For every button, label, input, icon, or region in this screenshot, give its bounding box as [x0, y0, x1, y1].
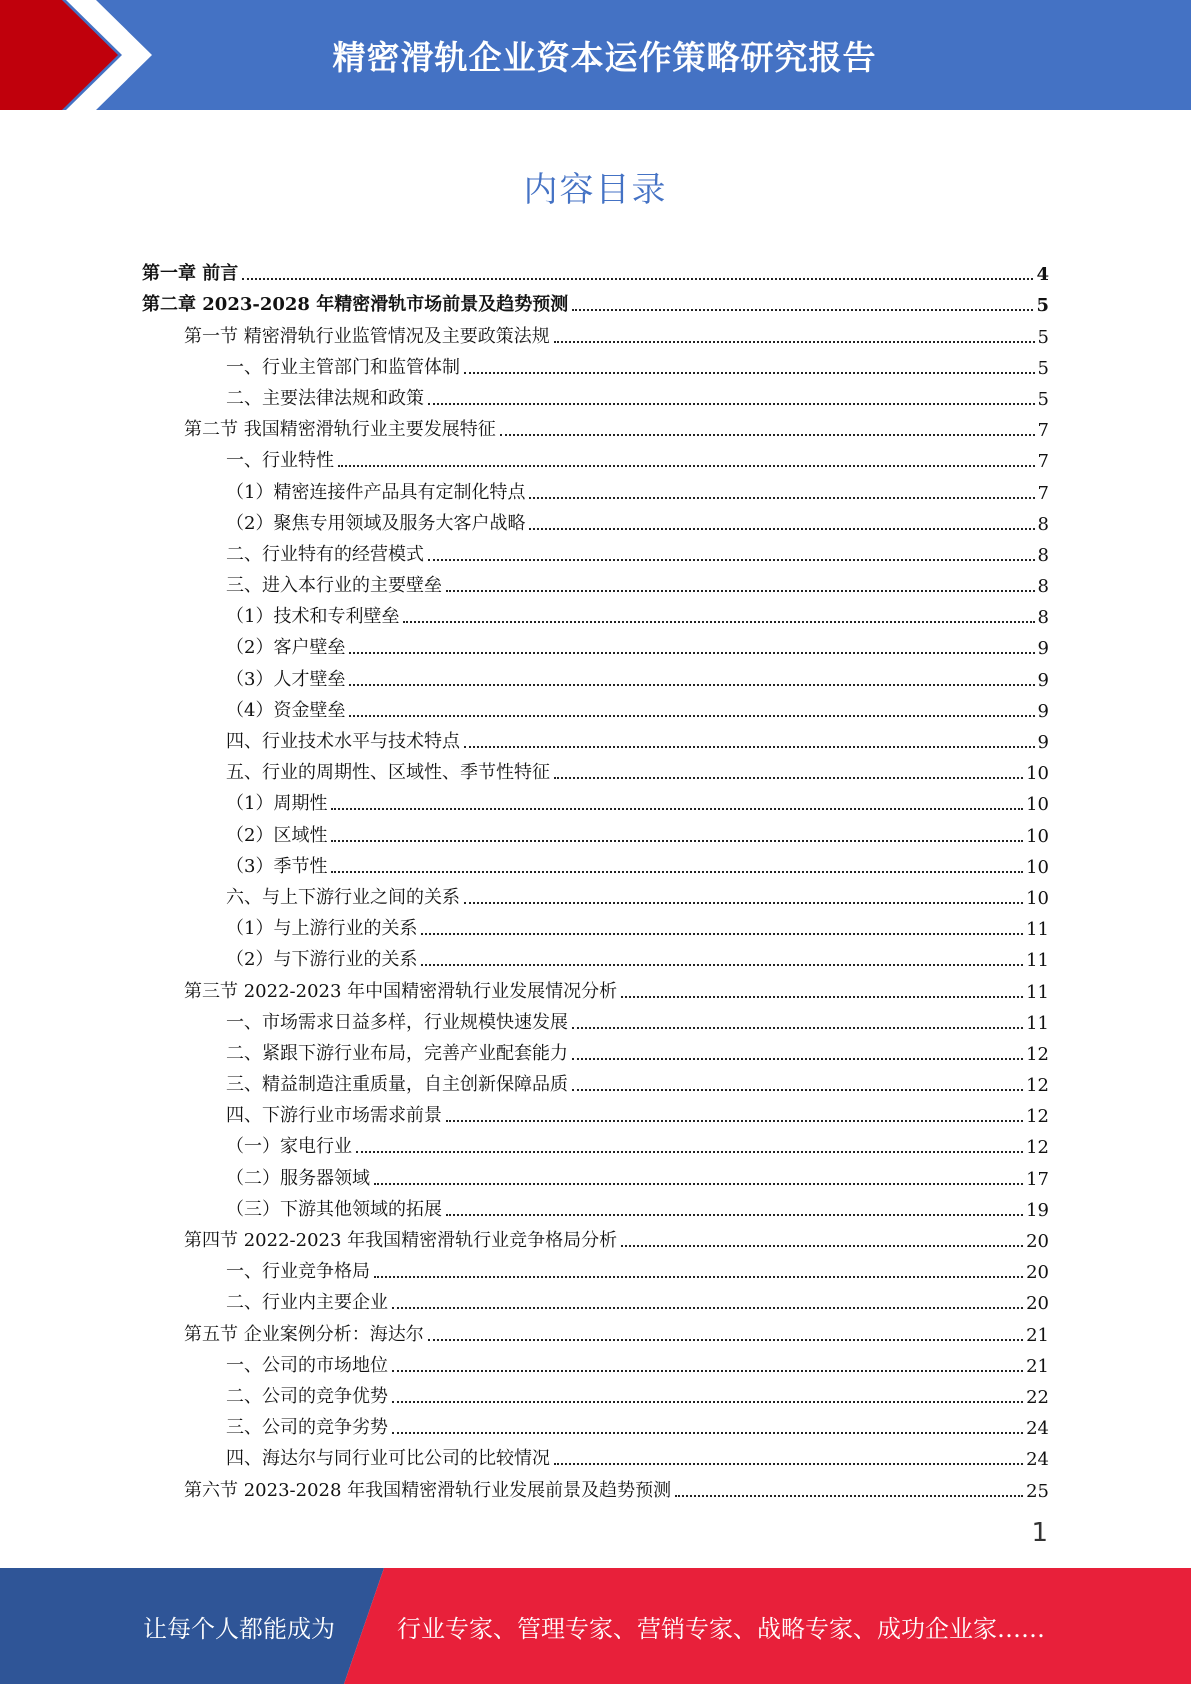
toc-entry[interactable] [142, 597, 1049, 628]
toc-entry-page: 9 [1037, 732, 1049, 753]
toc-entry-page: 5 [1036, 295, 1049, 317]
toc-dot-leader [331, 808, 1023, 810]
toc-entry-page: 5 [1037, 388, 1049, 410]
toc-dot-leader [331, 840, 1023, 842]
toc-dot-leader [356, 1151, 1023, 1153]
toc-entry-title: 第三节 2022-2023 年中国精密滑轨行业发展情况分析 [184, 980, 618, 1002]
toc-entry-title: 四、下游行业市场需求前景 [226, 1105, 442, 1127]
toc-entry-page: 9 [1037, 700, 1049, 722]
toc-dot-leader [446, 1120, 1023, 1122]
toc-entry-title: （2）聚焦专用领域及服务大客户战略 [226, 512, 526, 534]
toc-entry-page: 7 [1037, 482, 1049, 504]
toc-entry-title: （4）资金壁垒 [226, 699, 346, 721]
toc-dot-leader [392, 1432, 1023, 1434]
toc-dot-leader [621, 1245, 1023, 1247]
toc-dot-leader [621, 996, 1023, 998]
toc-dot-leader [446, 1214, 1023, 1216]
toc-entry-page: 11 [1026, 950, 1049, 972]
toc-entry-page: 19 [1026, 1199, 1049, 1221]
toc-entry[interactable] [142, 1408, 1049, 1439]
toc-entry[interactable] [142, 1377, 1049, 1408]
toc-entry[interactable] [142, 722, 1049, 753]
toc-dot-leader [421, 933, 1023, 935]
toc-dot-leader [421, 964, 1023, 966]
toc-dot-leader [529, 497, 1034, 499]
toc-entry-title: （1）与上游行业的关系 [226, 918, 418, 940]
toc-entry-page: 5 [1037, 326, 1049, 348]
toc-entry[interactable] [142, 1096, 1049, 1127]
toc-dot-leader [338, 465, 1035, 467]
toc-entry-page: 10 [1026, 794, 1049, 816]
toc-entry[interactable] [142, 691, 1049, 722]
toc-entry-page: 7 [1037, 451, 1049, 473]
toc-dot-leader [464, 746, 1035, 748]
toc-entry-page: 10 [1026, 856, 1049, 878]
toc-entry-title: （一）家电行业 [226, 1136, 352, 1158]
toc-entry-title: （1）周期性 [226, 793, 328, 815]
toc-entry[interactable] [142, 535, 1049, 566]
toc-entry-page: 24 [1026, 1418, 1049, 1440]
toc-entry[interactable] [142, 1439, 1049, 1470]
toc-entry-title: 三、进入本行业的主要壁垒 [226, 575, 442, 597]
toc-entry-title: 二、主要法律法规和政策 [226, 387, 424, 409]
toc-heading: 内容目录 [523, 170, 668, 210]
toc-entry-title: 第一节 精密滑轨行业监管情况及主要政策法规 [184, 325, 550, 347]
footer-slogan-right: 行业专家、管理专家、营销专家、战略专家、成功企业家…… [397, 1614, 1045, 1643]
toc-dot-leader [392, 1370, 1023, 1372]
toc-entry[interactable] [142, 1190, 1049, 1221]
toc-entry-page: 12 [1026, 1137, 1049, 1159]
toc-entry-title: 二、行业特有的经营模式 [226, 543, 424, 565]
toc-entry-title: 二、行业内主要企业 [226, 1292, 388, 1314]
toc-dot-leader [675, 1495, 1023, 1497]
toc-entry[interactable] [142, 815, 1049, 846]
toc-entry-title: （3）人才壁垒 [226, 668, 346, 690]
toc-entry-page: 12 [1026, 1106, 1049, 1128]
toc-entry-page: 20 [1026, 1293, 1049, 1315]
toc-dot-leader [349, 684, 1034, 686]
toc-entry-title: 第五节 企业案例分析：海达尔 [184, 1323, 424, 1345]
toc-entry-title: 一、公司的市场地位 [226, 1354, 388, 1376]
toc-entry-page: 20 [1026, 1231, 1049, 1252]
toc-entry-page: 9 [1037, 638, 1049, 660]
toc-dot-leader [554, 341, 1035, 343]
toc-entry-page: 21 [1026, 1355, 1049, 1377]
toc-entry[interactable] [142, 566, 1049, 597]
toc-entry-title: 四、行业技术水平与技术特点 [226, 731, 460, 752]
toc-entry-title: 第六节 2023-2028 年我国精密滑轨行业发展前景及趋势预测 [184, 1479, 672, 1501]
toc-entry-page: 12 [1026, 1043, 1049, 1065]
report-footer [0, 1568, 1191, 1684]
toc-entry-title: （1）精密连接件产品具有定制化特点 [226, 481, 526, 503]
footer-slogan-left: 让每个人都能成为 [143, 1614, 335, 1643]
toc-entry[interactable] [142, 971, 1049, 1002]
toc-entry[interactable] [142, 1003, 1049, 1034]
page-number: 1 [1031, 1518, 1048, 1548]
toc-dot-leader [428, 1339, 1023, 1341]
toc-entry[interactable] [142, 1470, 1049, 1501]
toc-entry-page: 20 [1026, 1262, 1049, 1284]
toc-entry-title: 五、行业的周期性、区域性、季节性特征 [226, 762, 550, 784]
toc-entry-page: 11 [1026, 981, 1049, 1003]
toc-entry[interactable] [142, 878, 1049, 909]
toc-entry-title: 二、紧跟下游行业布局，完善产业配套能力 [226, 1042, 568, 1064]
toc-dot-leader [572, 309, 1033, 311]
toc-entry[interactable] [142, 1221, 1049, 1252]
toc-entry-page: 8 [1037, 576, 1049, 598]
toc-entry-page: 8 [1037, 607, 1049, 629]
toc-entry-title: 二、公司的竞争优势 [226, 1385, 388, 1407]
toc-entry-title: 第一章 前言 [142, 263, 239, 285]
toc-dot-leader [349, 652, 1034, 654]
toc-dot-leader [572, 1058, 1023, 1060]
toc-entry[interactable] [142, 1034, 1049, 1065]
toc-entry-page: 17 [1026, 1168, 1049, 1190]
toc-entry[interactable] [142, 1314, 1049, 1345]
toc-entry-page: 10 [1026, 763, 1049, 785]
table-of-contents [142, 254, 1049, 1502]
toc-entry-title: （3）季节性 [226, 855, 328, 877]
toc-entry-title: 一、行业竞争格局 [226, 1261, 370, 1283]
toc-entry[interactable] [142, 659, 1049, 690]
toc-entry-page: 10 [1026, 825, 1049, 847]
toc-entry-page: 25 [1026, 1480, 1049, 1502]
toc-entry[interactable] [142, 441, 1049, 472]
toc-entry-title: （2）区域性 [226, 824, 328, 846]
toc-entry-title: （三）下游其他领域的拓展 [226, 1198, 442, 1220]
toc-dot-leader [464, 902, 1023, 904]
toc-dot-leader [428, 403, 1035, 405]
toc-entry-title: （二）服务器领域 [226, 1167, 370, 1189]
toc-entry-page: 8 [1037, 513, 1049, 535]
toc-dot-leader [446, 590, 1035, 592]
toc-dot-leader [392, 1401, 1023, 1403]
toc-entry[interactable] [142, 847, 1049, 878]
toc-entry-title: 三、精益制造注重质量，自主创新保障品质 [226, 1074, 568, 1096]
toc-dot-leader [392, 1307, 1023, 1309]
toc-dot-leader [374, 1276, 1023, 1278]
toc-entry-page: 9 [1037, 669, 1049, 691]
toc-dot-leader [554, 1463, 1023, 1465]
toc-entry-title: （2）与下游行业的关系 [226, 949, 418, 971]
toc-entry-page: 10 [1026, 887, 1049, 909]
toc-entry-page: 5 [1037, 357, 1049, 379]
toc-dot-leader [464, 372, 1035, 374]
toc-entry[interactable] [142, 909, 1049, 940]
toc-entry[interactable] [142, 1346, 1049, 1377]
toc-entry-title: 六、与上下游行业之间的关系 [226, 886, 460, 908]
toc-dot-leader [242, 278, 1033, 280]
toc-dot-leader [572, 1089, 1023, 1091]
toc-entry[interactable] [142, 628, 1049, 659]
toc-entry[interactable] [142, 1283, 1049, 1314]
toc-entry[interactable] [142, 472, 1049, 503]
toc-entry[interactable] [142, 1252, 1049, 1283]
toc-dot-leader [529, 528, 1034, 530]
toc-entry-page: 21 [1026, 1324, 1049, 1346]
toc-entry[interactable] [142, 348, 1049, 379]
toc-entry-page: 7 [1037, 420, 1049, 442]
toc-entry-title: 四、海达尔与同行业可比公司的比较情况 [226, 1448, 550, 1470]
toc-entry-page: 11 [1026, 919, 1049, 941]
toc-entry[interactable] [142, 1127, 1049, 1158]
toc-dot-leader [554, 777, 1023, 779]
toc-entry-title: （1）技术和专利壁垒 [226, 606, 400, 628]
toc-entry-title: 第四节 2022-2023 年我国精密滑轨行业竞争格局分析 [184, 1230, 618, 1251]
toc-entry-title: 第二节 我国精密滑轨行业主要发展特征 [184, 419, 496, 441]
toc-entry-title: 一、行业特性 [226, 450, 334, 472]
toc-dot-leader [374, 1183, 1023, 1185]
toc-entry-page: 4 [1036, 264, 1049, 286]
toc-dot-leader [403, 621, 1034, 623]
toc-entry[interactable] [142, 504, 1049, 535]
toc-entry-title: 一、行业主管部门和监管体制 [226, 356, 460, 378]
toc-entry[interactable] [142, 316, 1049, 347]
toc-entry-title: 一、市场需求日益多样，行业规模快速发展 [226, 1011, 568, 1033]
toc-entry-page: 24 [1026, 1449, 1049, 1471]
toc-entry-page: 12 [1026, 1075, 1049, 1097]
toc-entry[interactable] [142, 254, 1049, 285]
toc-entry[interactable] [142, 753, 1049, 784]
toc-entry[interactable] [142, 1065, 1049, 1096]
toc-entry-page: 11 [1026, 1012, 1049, 1034]
toc-entry[interactable] [142, 784, 1049, 815]
toc-dot-leader [331, 871, 1023, 873]
toc-dot-leader [572, 1027, 1023, 1029]
toc-entry-page: 22 [1026, 1386, 1049, 1408]
toc-entry-page: 8 [1037, 544, 1049, 566]
toc-entry[interactable] [142, 940, 1049, 971]
report-header [0, 0, 1191, 110]
toc-entry[interactable] [142, 1158, 1049, 1189]
toc-dot-leader [500, 434, 1035, 436]
report-title: 精密滑轨企业资本运作策略研究报告 [332, 37, 877, 77]
toc-entry[interactable] [142, 285, 1049, 316]
toc-entry[interactable] [142, 410, 1049, 441]
toc-entry-title: （2）客户壁垒 [226, 637, 346, 659]
toc-dot-leader [349, 715, 1034, 717]
toc-entry[interactable] [142, 379, 1049, 410]
toc-entry-title: 三、公司的竞争劣势 [226, 1417, 388, 1439]
toc-entry-title: 第二章 2023-2028 年精密滑轨市场前景及趋势预测 [142, 294, 569, 316]
toc-dot-leader [428, 559, 1035, 561]
